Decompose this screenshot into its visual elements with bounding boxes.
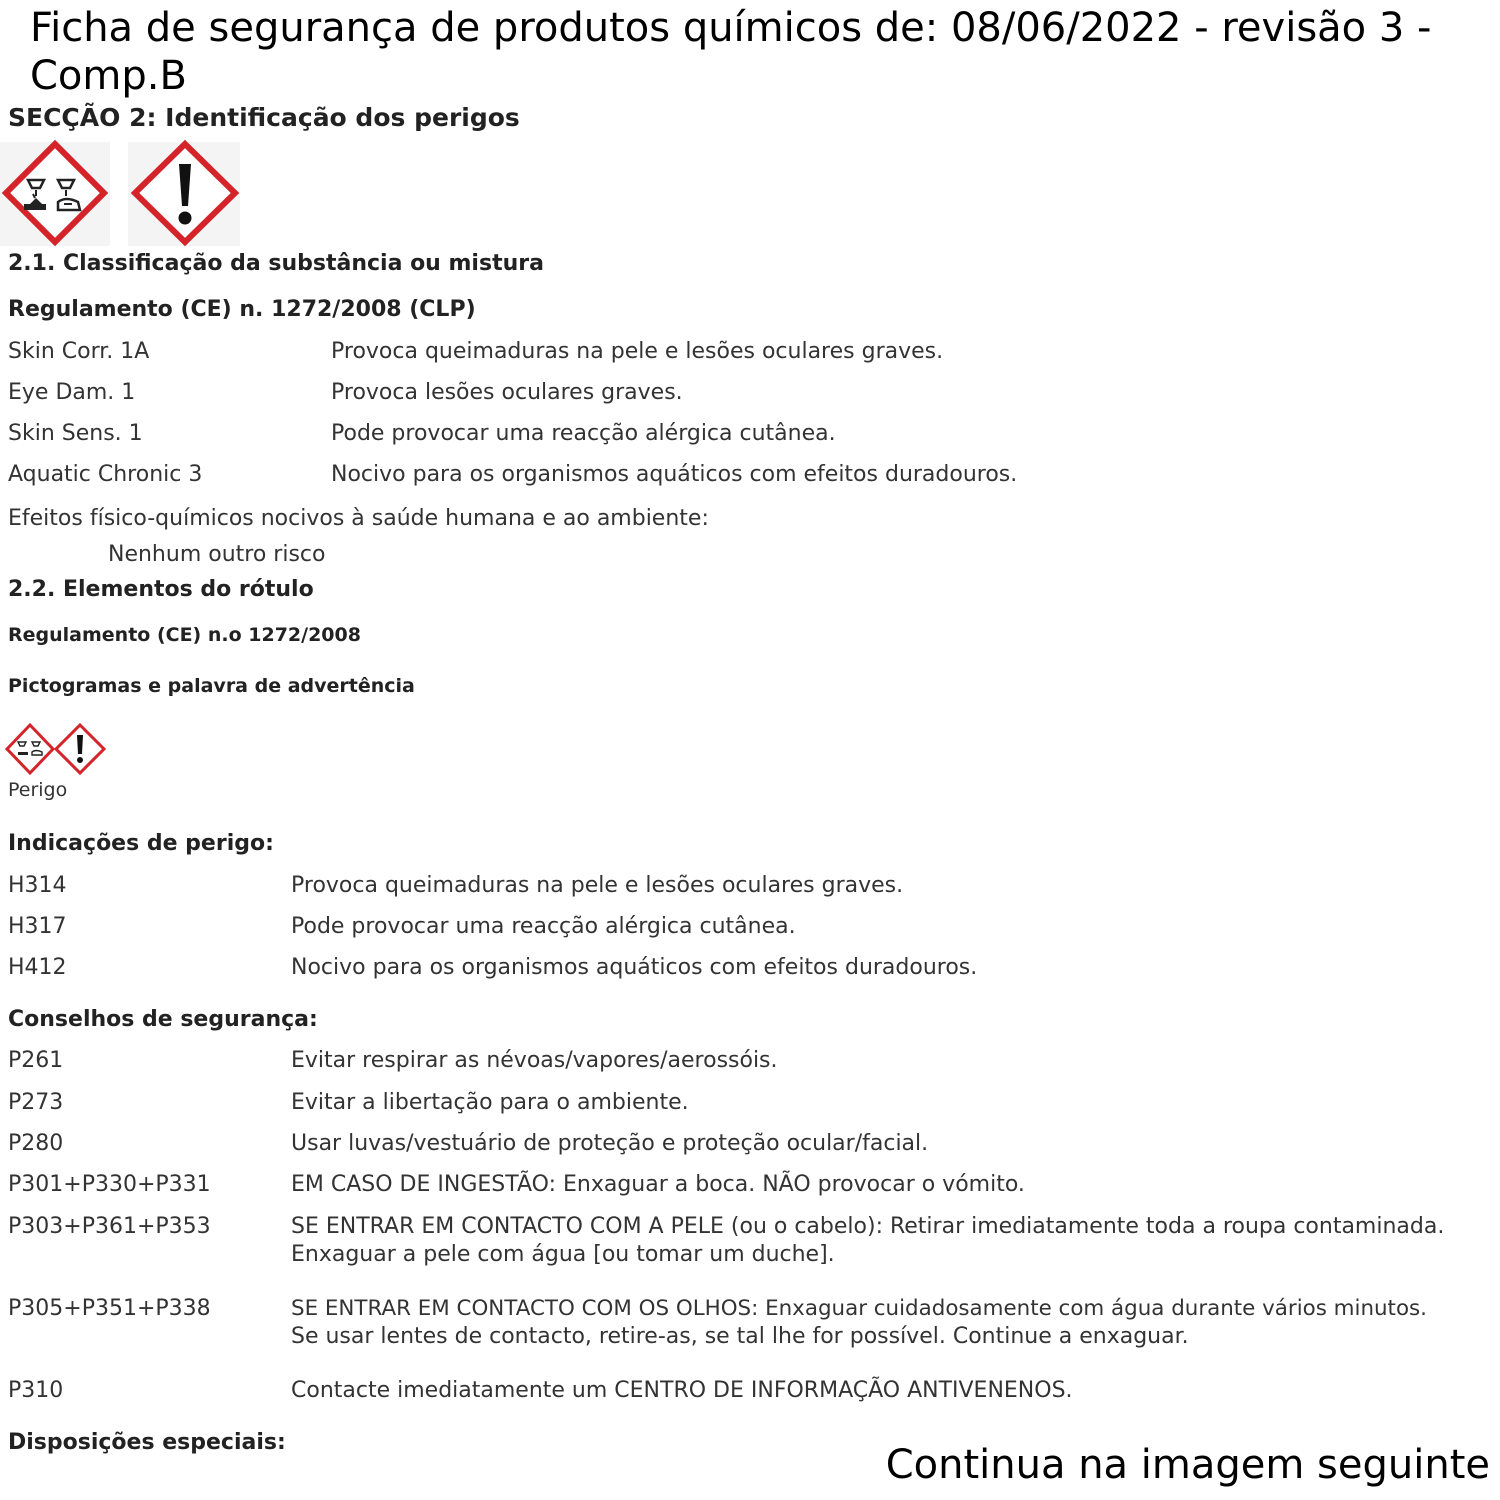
classification-text: Nocivo para os organismos aquáticos com efeitos duradouros.	[331, 462, 1018, 487]
classification-code: Skin Corr. 1A	[8, 339, 150, 364]
hazard-statements-title: Indicações de perigo:	[8, 831, 274, 856]
small-pictograms	[4, 722, 108, 778]
precaution-text: SE ENTRAR EM CONTACTO COM A PELE (ou o cabelo): Retirar imediatamente toda a roupa contaminada.	[291, 1214, 1445, 1239]
hazard-pictograms	[0, 138, 245, 248]
precaution-code: P273	[8, 1090, 64, 1115]
precautionary-statements-title: Conselhos de segurança:	[8, 1007, 318, 1032]
precaution-text-continued: Se usar lentes de contacto, retire-as, se tal lhe for possível. Continue a enxaguar.	[291, 1324, 1189, 1349]
classification-text: Provoca queimaduras na pele e lesões oculares graves.	[331, 339, 944, 364]
corrosion-icon	[0, 142, 110, 246]
precaution-text: Evitar respirar as névoas/vapores/aerossóis.	[291, 1048, 778, 1073]
precaution-text: EM CASO DE INGESTÃO: Enxaguar a boca. NÃO provocar o vómito.	[291, 1172, 1025, 1197]
precaution-code: P261	[8, 1048, 64, 1073]
precaution-text: Contacte imediatamente um CENTRO DE INFORMAÇÃO ANTIVENENOS.	[291, 1378, 1073, 1403]
document-title: Ficha de segurança de produtos químicos de: 08/06/2022 - revisão 3 - Comp.B	[30, 5, 1432, 99]
exclamation-icon	[128, 142, 240, 246]
special-provisions-title: Disposições especiais:	[8, 1430, 286, 1455]
hazard-code: H317	[8, 914, 67, 939]
precaution-code: P301+P330+P331	[8, 1172, 211, 1197]
classification-code: Eye Dam. 1	[8, 380, 136, 405]
section-title: SECÇÃO 2: Identificação dos perigos	[8, 103, 520, 132]
effects-value: Nenhum outro risco	[108, 542, 326, 567]
hazard-code: H314	[8, 873, 67, 898]
classification-code: Skin Sens. 1	[8, 421, 143, 446]
hazard-text: Nocivo para os organismos aquáticos com efeitos duradouros.	[291, 955, 978, 980]
pictograms-title: Pictogramas e palavra de advertência	[8, 675, 415, 697]
precaution-code: P303+P361+P353	[8, 1214, 211, 1239]
classification-code: Aquatic Chronic 3	[8, 462, 203, 487]
effects-label: Efeitos físico-químicos nocivos à saúde humana e ao ambiente:	[8, 506, 709, 531]
precaution-code: P310	[8, 1378, 64, 1403]
precaution-code: P280	[8, 1131, 64, 1156]
hazard-text: Provoca queimaduras na pele e lesões oculares graves.	[291, 873, 904, 898]
precaution-text: Usar luvas/vestuário de proteção e proteção ocular/facial.	[291, 1131, 929, 1156]
label-elements-title: 2.2. Elementos do rótulo	[8, 577, 314, 602]
hazard-code: H412	[8, 955, 67, 980]
signal-word: Perigo	[8, 779, 68, 801]
classification-regulation: Regulamento (CE) n. 1272/2008 (CLP)	[8, 297, 476, 322]
exclamation-icon	[56, 725, 104, 773]
corrosion-icon	[7, 725, 53, 773]
classification-text: Provoca lesões oculares graves.	[331, 380, 683, 405]
precaution-text-continued: Enxaguar a pele com água [ou tomar um duche].	[291, 1242, 835, 1267]
continuation-note: Continua na imagem seguinte	[885, 1442, 1490, 1488]
classification-text: Pode provocar uma reacção alérgica cutânea.	[331, 421, 836, 446]
precaution-text: SE ENTRAR EM CONTACTO COM OS OLHOS: Enxaguar cuidadosamente com água durante vários minutos.	[291, 1296, 1427, 1321]
hazard-text: Pode provocar uma reacção alérgica cutânea.	[291, 914, 796, 939]
precaution-code: P305+P351+P338	[8, 1296, 211, 1321]
precaution-text: Evitar a libertação para o ambiente.	[291, 1090, 689, 1115]
classification-title: 2.1. Classificação da substância ou mistura	[8, 251, 544, 276]
label-regulation: Regulamento (CE) n.o 1272/2008	[8, 624, 361, 646]
